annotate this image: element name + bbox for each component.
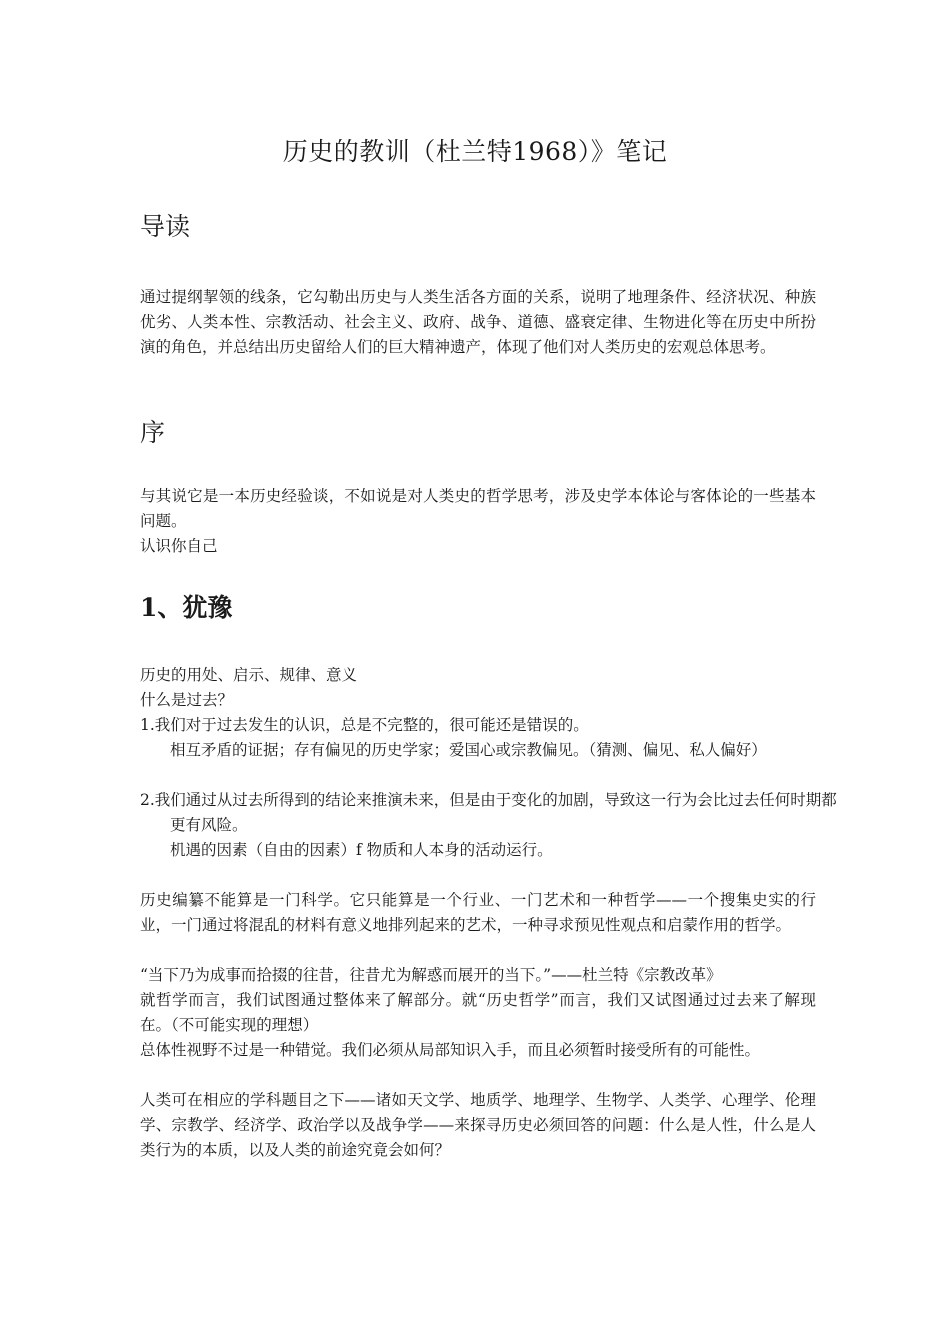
document-title: 历史的教训（杜兰特1968）》笔记 xyxy=(282,137,668,166)
line-what-is-past: 什么是过去？ xyxy=(140,691,234,709)
line-uses-of-history: 历史的用处、启示、规律、意义 xyxy=(140,666,358,684)
heading-daodu: 导读 xyxy=(140,212,191,241)
line-know-yourself: 认识你自己 xyxy=(140,537,218,555)
paragraph-daodu: 通过提纲挈领的线条，它勾勒出历史与人类生活各方面的关系，说明了地理条件、经济状况、种族优劣、人类本性、宗教活动、社会主义、政府、战争、道德、盛衰定律、生物进化等在历史中所扮演的角色，并总结出历史留给人们的巨大精神遗产，体现了他们对人类历史的宏观总体思考。 xyxy=(140,288,816,356)
paragraph-philosophy: 就哲学而言，我们试图通过整体来了解部分。就“历史哲学”而言，我们又试图通过过去来了解现在。（不可能实现的理想） xyxy=(140,991,816,1034)
list-item-1: 1.我们对于过去发生的认识，总是不完整的，很可能还是错误的。 xyxy=(140,716,589,734)
list-item-2: 2.我们通过从过去所得到的结论来推演未来，但是由于变化的加剧，导致这一行为会比过去任何时期都更有风险。 xyxy=(140,791,837,834)
quote-durant: “当下乃为成事而拾掇的往昔，往昔尤为解惑而展开的当下。”——杜兰特《宗教改革》 xyxy=(140,966,722,984)
list-item-2-detail: 机遇的因素（自由的因素）f 物质和人本身的活动运行。 xyxy=(170,841,553,859)
heading-youyu: 1、犹豫 xyxy=(140,593,233,622)
paragraph-historiography: 历史编纂不能算是一门科学。它只能算是一个行业、一门艺术和一种哲学——一个搜集史实的行业，一门通过将混乱的材料有意义地排列起来的艺术，一种寻求预见性观点和启蒙作用的哲学。 xyxy=(140,891,816,934)
list-item-1-detail: 相互矛盾的证据；存有偏见的历史学家；爱国心或宗教偏见。（猜测、偏见、私人偏好） xyxy=(170,741,767,759)
paragraph-xu: 与其说它是一本历史经验谈，不如说是对人类史的哲学思考，涉及史学本体论与客体论的一些基本问题。 xyxy=(140,487,816,530)
heading-xu: 序 xyxy=(140,418,166,447)
paragraph-illusion: 总体性视野不过是一种错觉。我们必须从局部知识入手，而且必须暂时接受所有的可能性。 xyxy=(140,1041,761,1059)
paragraph-disciplines: 人类可在相应的学科题目之下——诸如天文学、地质学、地理学、生物学、人类学、心理学、伦理学、宗教学、经济学、政治学以及战争学——来探寻历史必须回答的问题：什么是人性，什么是人类行为的本质，以及人类的前途究竟会如何？ xyxy=(140,1091,816,1159)
